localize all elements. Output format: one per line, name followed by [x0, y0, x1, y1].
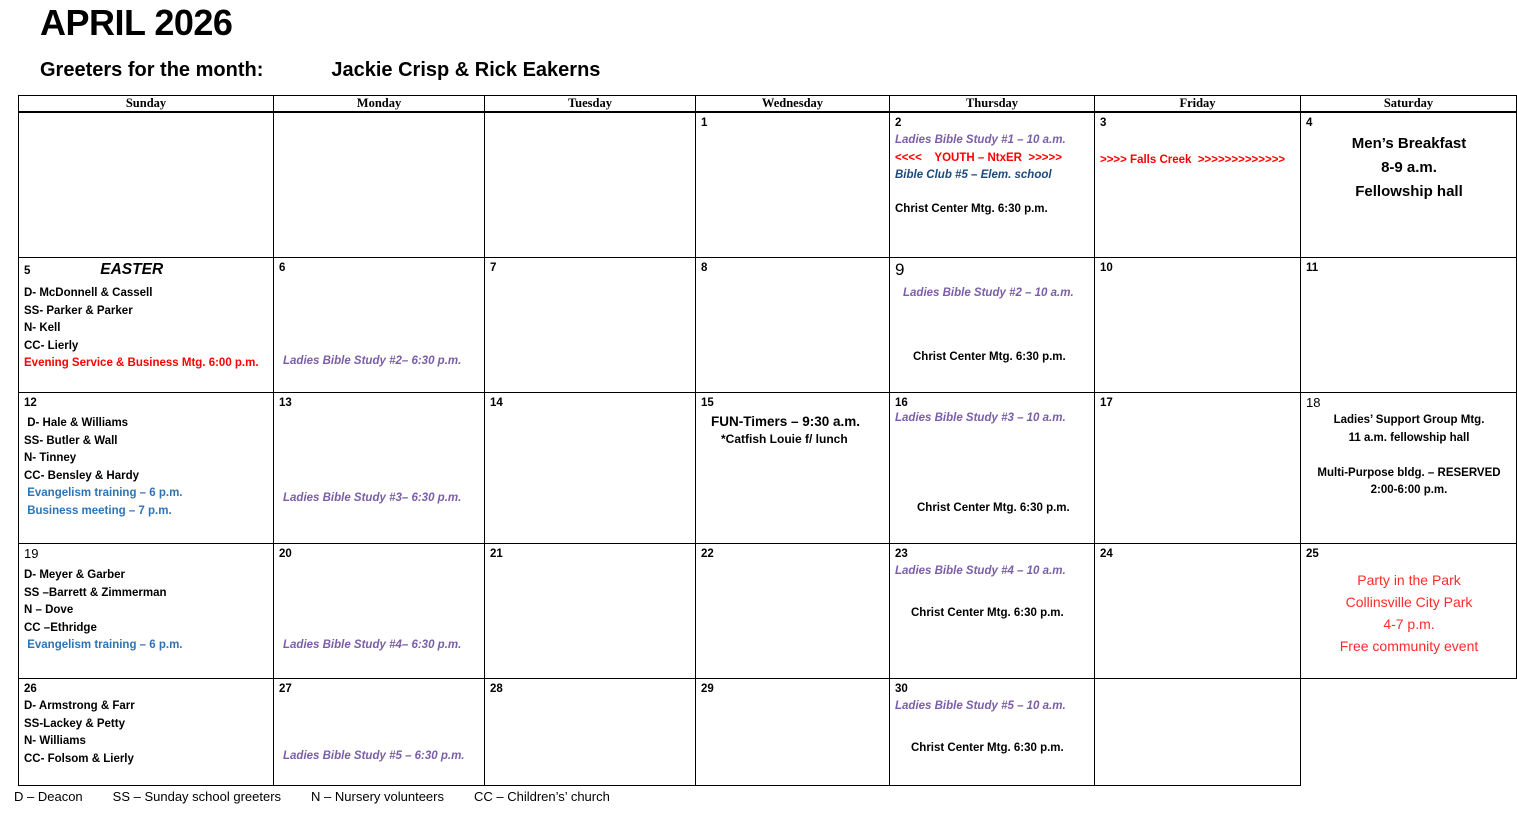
day-cell: [1095, 544, 1301, 679]
day-number: 6: [279, 262, 286, 274]
event-line: CC- Lierly: [24, 339, 79, 352]
day-number: 28: [490, 683, 503, 695]
day-cell: [696, 258, 890, 393]
day-cell: [1301, 679, 1517, 786]
event-line: <<<< YOUTH – NtxER >>>>>: [895, 151, 1062, 164]
event-line: 8-9 a.m.: [1381, 159, 1437, 176]
day-cell: [274, 393, 485, 544]
legend-item-ss: SS – Sunday school greeters: [112, 789, 282, 804]
event-line: Ladies Bible Study #4 – 10 a.m.: [895, 565, 1066, 577]
event-line: [1306, 447, 1512, 465]
day-cell: [274, 113, 485, 258]
day-cell: [696, 113, 890, 258]
event-line: D- Armstrong & Farr: [24, 700, 135, 712]
day-cell: [1095, 113, 1301, 258]
day-cell: [890, 393, 1095, 544]
event-line: N- Tinney: [24, 452, 77, 464]
day-number: 14: [490, 397, 503, 409]
event-line: Evangelism training – 6 p.m.: [24, 639, 183, 651]
day-cell: [485, 393, 696, 544]
event-line: Ladies’ Support Group Mtg.: [1333, 414, 1485, 426]
legend: [14, 789, 610, 804]
day-number: 13: [279, 397, 292, 409]
day-cell: [274, 544, 485, 679]
day-cell: [19, 113, 274, 258]
day-cell: [274, 258, 485, 393]
event-line: Ladies Bible Study #3 – 10 a.m.: [895, 412, 1066, 424]
day-number: 10: [1100, 262, 1113, 274]
day-number: 29: [701, 683, 714, 695]
greeters-line: [40, 59, 600, 82]
day-number: 17: [1100, 397, 1113, 409]
event-line: D- Meyer & Garber: [24, 569, 125, 581]
day-cell: [1095, 258, 1301, 393]
event-line: Ladies Bible Study #5 – 6:30 p.m.: [283, 750, 465, 762]
page-title: APRIL 2026: [40, 2, 233, 43]
day-number: 4: [1306, 117, 1313, 129]
event-line: Ladies Bible Study #4– 6:30 p.m.: [283, 639, 462, 651]
event-line: Christ Center Mtg. 6:30 p.m.: [911, 741, 1064, 754]
day-number: 26: [24, 683, 37, 695]
day-cell: [1301, 393, 1517, 544]
day-cell: [485, 113, 696, 258]
day-number: 18: [1306, 395, 1321, 410]
event-line: N – Dove: [24, 604, 74, 616]
day-number: 20: [279, 548, 292, 560]
day-number: 22: [701, 548, 714, 560]
event-line: D- Hale & Williams: [24, 417, 129, 429]
event-line: Ladies Bible Study #2– 6:30 p.m.: [283, 355, 462, 367]
event-line: Christ Center Mtg. 6:30 p.m.: [895, 202, 1048, 215]
day-number: 5: [24, 265, 31, 277]
day-number: 12: [24, 397, 37, 409]
day-header-monday: Monday: [274, 96, 485, 113]
day-number: 21: [490, 548, 503, 560]
day-cell: [696, 679, 890, 786]
event-line: 11 a.m. fellowship hall: [1348, 431, 1470, 444]
day-cell: [19, 258, 274, 393]
event-line: N- Williams: [24, 735, 86, 747]
day-cell: [1301, 258, 1517, 393]
holiday-label: EASTER: [100, 261, 164, 278]
event-line: CC- Folsom & Lierly: [24, 752, 134, 765]
legend-item-nursery: N – Nursery volunteers: [311, 789, 444, 804]
event-line: Party in the Park: [1357, 572, 1461, 588]
day-header-saturday: Saturday: [1301, 96, 1517, 113]
day-cell: [696, 544, 890, 679]
day-number: 25: [1306, 548, 1319, 560]
event-line: 2:00-6:00 p.m.: [1370, 484, 1448, 496]
event-line: Fellowship hall: [1355, 183, 1463, 200]
day-cell: [485, 544, 696, 679]
day-number: 8: [701, 262, 708, 274]
event-line: SS-Lackey & Petty: [24, 717, 125, 730]
day-cell: [19, 393, 274, 544]
event-line: Christ Center Mtg. 6:30 p.m.: [917, 501, 1070, 514]
event-line: Ladies Bible Study #5 – 10 a.m.: [895, 700, 1066, 712]
day-number: 27: [279, 683, 292, 695]
day-cell: [890, 113, 1095, 258]
day-header-sunday: Sunday: [19, 96, 274, 113]
day-cell: [485, 258, 696, 393]
day-cell: [485, 679, 696, 786]
day-header-tuesday: Tuesday: [485, 96, 696, 113]
day-cell: [890, 544, 1095, 679]
event-line: N- Kell: [24, 322, 61, 334]
greeters-label: Greeters for the month:: [40, 59, 264, 81]
event-line: >>>> Falls Creek >>>>>>>>>>>>>: [1100, 154, 1286, 166]
day-number: 3: [1100, 117, 1107, 129]
event-line: *Catfish Louie f/ lunch: [721, 432, 848, 446]
day-number: 2: [895, 117, 902, 129]
day-cell: [696, 393, 890, 544]
event-line: Ladies Bible Study #2 – 10 a.m.: [903, 287, 1074, 299]
event-line: Christ Center Mtg. 6:30 p.m.: [911, 606, 1064, 619]
event-line: Evening Service & Business Mtg. 6:00 p.m.: [24, 357, 259, 369]
day-cell: [19, 544, 274, 679]
greeters-names: Jackie Crisp & Rick Eakerns: [331, 59, 601, 81]
event-line: Men’s Breakfast: [1351, 135, 1467, 152]
day-number: 11: [1306, 262, 1319, 274]
day-cell: [1301, 544, 1517, 679]
day-cell: [19, 679, 274, 786]
event-line: SS- Butler & Wall: [24, 434, 118, 447]
event-line: Collinsville City Park: [1345, 594, 1473, 610]
day-header-wednesday: Wednesday: [696, 96, 890, 113]
day-cell: [890, 679, 1095, 786]
day-number: 24: [1100, 548, 1113, 560]
event-line: Free community event: [1339, 638, 1479, 654]
event-line: CC –Ethridge: [24, 621, 97, 634]
day-number: 7: [490, 262, 497, 274]
event-line: Ladies Bible Study #1 – 10 a.m.: [895, 134, 1066, 146]
day-header-thursday: Thursday: [890, 96, 1095, 113]
calendar-grid: [18, 95, 1517, 786]
day-header-friday: Friday: [1095, 96, 1301, 113]
legend-item-cc: CC – Children’s’ church: [474, 789, 610, 804]
event-line: CC- Bensley & Hardy: [24, 469, 140, 482]
day-cell: [890, 258, 1095, 393]
day-number: 15: [701, 397, 714, 409]
day-number: 19: [24, 546, 39, 561]
legend-item-deacon: D – Deacon: [14, 789, 83, 804]
day-number: 23: [895, 548, 908, 560]
event-line: 4-7 p.m.: [1383, 616, 1435, 632]
day-cell: [1301, 113, 1517, 258]
event-line: Multi-Purpose bldg. – RESERVED: [1317, 466, 1501, 479]
event-line: D- McDonnell & Cassell: [24, 287, 153, 299]
event-line: Business meeting – 7 p.m.: [24, 504, 172, 517]
event-line: SS –Barrett & Zimmerman: [24, 586, 167, 599]
event-line: Evangelism training – 6 p.m.: [24, 487, 183, 499]
day-number: 30: [895, 683, 908, 695]
day-number: 16: [895, 397, 908, 409]
event-line: Bible Club #5 – Elem. school: [895, 169, 1052, 181]
event-line: SS- Parker & Parker: [24, 304, 133, 317]
day-cell: [1095, 679, 1301, 786]
event-line: Ladies Bible Study #3– 6:30 p.m.: [283, 492, 462, 504]
event-line: Christ Center Mtg. 6:30 p.m.: [913, 350, 1066, 363]
day-cell: [274, 679, 485, 786]
event-line: FUN-Timers – 9:30 a.m.: [711, 414, 861, 429]
day-number: 1: [701, 117, 708, 129]
day-number: 9: [895, 260, 905, 279]
day-cell: [1095, 393, 1301, 544]
